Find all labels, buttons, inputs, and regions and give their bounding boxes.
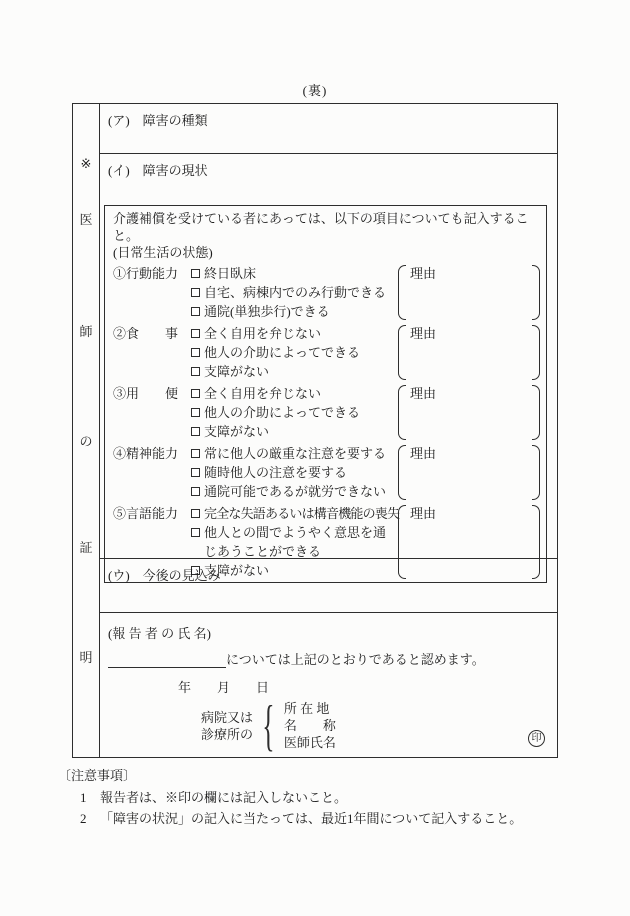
reason-label: 理由 xyxy=(410,385,437,401)
caution-text: 「障害の状況」の記入に当たっては、最近1年間について記入すること。 xyxy=(100,811,523,826)
row-disability-type[interactable] xyxy=(100,104,557,154)
side-char-2: 師 xyxy=(79,324,93,339)
main-column xyxy=(100,104,557,757)
attestation-line xyxy=(108,649,549,668)
reason-field[interactable] xyxy=(398,265,540,320)
reason-field[interactable] xyxy=(398,385,540,440)
bracket-left-icon xyxy=(398,445,406,500)
option-row xyxy=(191,283,398,302)
bracket-left-icon xyxy=(398,325,406,380)
option-label: 完全な失語あるいは構音機能の喪失 xyxy=(204,505,400,521)
reason-label: 理由 xyxy=(410,505,437,521)
facility-label-line1: 病院又は xyxy=(201,709,254,725)
reason-field[interactable] xyxy=(398,445,540,500)
group-mobility-name: ①行動能力 xyxy=(113,265,179,281)
checkbox[interactable] xyxy=(191,408,200,417)
row-disability-condition-label: (イ) 障害の現状 xyxy=(108,162,208,178)
brace-icon: { xyxy=(262,694,275,757)
reason-field[interactable] xyxy=(398,325,540,380)
group-language-name: ⑤言語能力 xyxy=(113,505,179,521)
checkbox[interactable] xyxy=(191,389,200,398)
cautions-section xyxy=(58,766,522,828)
option-row xyxy=(191,523,398,561)
option-label: 随時他人の注意を要する xyxy=(204,464,348,480)
option-label: 常に他人の厳重な注意を要する xyxy=(204,445,387,461)
option-label: 通院(単独歩行)できる xyxy=(204,303,330,319)
checkbox[interactable] xyxy=(191,348,200,357)
option-row xyxy=(191,302,398,321)
checkbox[interactable] xyxy=(191,427,200,436)
option-label: 他人との間でようやく意思を通じあうことができる xyxy=(204,524,387,559)
bracket-right-icon xyxy=(532,445,540,500)
checkbox[interactable] xyxy=(191,367,200,376)
side-char-1: 医 xyxy=(79,212,93,227)
option-label: 全く自用を弁じない xyxy=(204,325,322,341)
facility-label xyxy=(201,709,253,743)
facility-fields xyxy=(284,700,336,751)
group-toilet-name: ③用 便 xyxy=(113,385,179,401)
bracket-right-icon xyxy=(532,265,540,320)
facility-block xyxy=(201,694,549,757)
group-toilet xyxy=(113,384,540,441)
option-label: 支障がない xyxy=(204,423,270,439)
row-future-outlook[interactable] xyxy=(100,559,557,613)
group-eating xyxy=(113,324,540,381)
checkbox[interactable] xyxy=(191,468,200,477)
group-eating-name: ②食 事 xyxy=(113,325,179,341)
side-char-4: 証 xyxy=(79,540,93,555)
option-row xyxy=(191,324,398,343)
option-row xyxy=(191,482,398,501)
certificate-table xyxy=(72,103,558,758)
row-future-outlook-label: (ウ) 今後の見込み xyxy=(108,567,221,583)
option-row xyxy=(191,463,398,482)
cautions-heading: 〔注意事項〕 xyxy=(58,768,137,783)
row-disability-type-label: (ア) 障害の種類 xyxy=(108,113,208,128)
caution-number: 1 xyxy=(80,790,87,805)
care-note-1: 介護補償を受けている者にあっては、以下の項目についても記入すること。 xyxy=(113,210,529,243)
facility-address-field[interactable]: 所 在 地 xyxy=(283,701,330,716)
option-label: 通院可能であるが就労できない xyxy=(204,483,387,499)
caution-text: 報告者は、※印の欄には記入しないこと。 xyxy=(100,790,348,805)
option-label: 支障がない xyxy=(204,363,270,379)
option-row xyxy=(191,343,398,362)
caution-item-2 xyxy=(80,809,522,828)
option-label: 他人の介助によってできる xyxy=(204,344,361,360)
facility-name-field[interactable]: 名 称 xyxy=(283,718,336,733)
caution-number: 2 xyxy=(80,811,87,826)
checkbox[interactable] xyxy=(191,269,200,278)
attestation-text: については上記のとおりであると認めます。 xyxy=(226,652,485,667)
caution-item-1 xyxy=(80,788,522,807)
asterisk-mark: ※ xyxy=(80,156,92,171)
checkbox[interactable] xyxy=(191,307,200,316)
page-title: (裏) xyxy=(302,83,328,98)
option-label: 他人の介助によってできる xyxy=(204,404,361,420)
side-char-3: の xyxy=(79,434,93,449)
daily-life-status-box xyxy=(104,205,547,583)
reason-label: 理由 xyxy=(410,325,437,341)
side-char-5: 明 xyxy=(79,650,93,665)
option-row xyxy=(191,504,398,523)
bracket-left-icon xyxy=(398,265,406,320)
care-note-2: (日常生活の状態) xyxy=(113,244,213,260)
checkbox[interactable] xyxy=(191,509,200,518)
reporter-name-heading: (報 告 者 の 氏 名) xyxy=(108,626,211,641)
seal-icon: 印 xyxy=(528,730,545,747)
reason-label: 理由 xyxy=(410,265,437,281)
option-row xyxy=(191,444,398,463)
option-row xyxy=(191,403,398,422)
group-mobility xyxy=(113,264,540,321)
checkbox[interactable] xyxy=(191,528,200,537)
date-line[interactable]: 年 月 日 xyxy=(178,680,270,695)
option-label: 支障がない xyxy=(204,562,270,578)
group-mental xyxy=(113,444,540,501)
option-label: 全く自用を弁じない xyxy=(204,385,322,401)
reporter-name-blank-field[interactable] xyxy=(108,653,226,668)
checkbox[interactable] xyxy=(191,288,200,297)
doctor-name-field[interactable]: 医師氏名 xyxy=(283,735,336,750)
option-row xyxy=(191,264,398,283)
bracket-left-icon xyxy=(398,385,406,440)
side-column xyxy=(73,104,100,757)
option-row xyxy=(191,362,398,381)
option-row xyxy=(191,384,398,403)
option-row xyxy=(191,422,398,441)
checkbox[interactable] xyxy=(191,449,200,458)
facility-label-line2: 診療所の xyxy=(201,726,254,742)
group-mental-name: ④精神能力 xyxy=(113,445,179,461)
bracket-right-icon xyxy=(532,385,540,440)
row-reporter xyxy=(100,613,557,757)
checkbox[interactable] xyxy=(191,329,200,338)
checkbox[interactable] xyxy=(191,487,200,496)
option-label: 終日臥床 xyxy=(204,265,257,281)
bracket-right-icon xyxy=(532,325,540,380)
option-label: 自宅、病棟内でのみ行動できる xyxy=(204,284,387,300)
reason-label: 理由 xyxy=(410,445,437,461)
